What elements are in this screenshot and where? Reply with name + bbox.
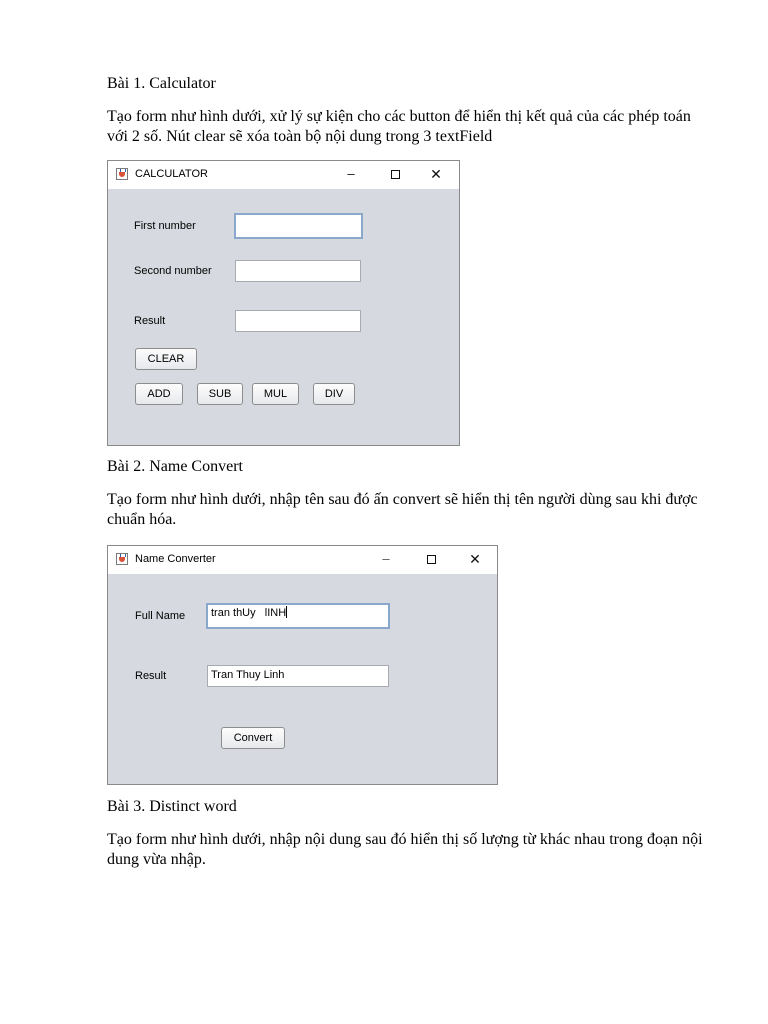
section1-heading: Bài 1. Calculator: [107, 75, 216, 92]
first-number-input[interactable]: [234, 213, 363, 239]
second-number-input[interactable]: [235, 260, 361, 282]
result-output[interactable]: Tran Thuy Linh: [207, 665, 389, 687]
maximize-icon[interactable]: [384, 164, 406, 184]
result-input[interactable]: [235, 310, 361, 332]
section2-heading: Bài 2. Name Convert: [107, 458, 243, 475]
calculator-titlebar: [108, 161, 459, 189]
section1-description: Tạo form như hình dưới, xử lý sự kiện cho các button để hiển thị kết quả của các phép toán với 2 số. Nút clear sẽ xóa toàn bộ nội dung trong 3 textField: [107, 108, 691, 145]
converter-title: Name Converter: [135, 553, 216, 565]
second-number-label: Second number: [134, 265, 212, 277]
section2-description: Tạo form như hình dưới, nhập tên sau đó ấn convert sẽ hiển thị tên người dùng sau khi được chuẩn hóa.: [107, 491, 698, 528]
text-caret: [286, 606, 287, 618]
maximize-icon[interactable]: [420, 549, 442, 569]
result-label: Result: [135, 670, 167, 682]
sub-button[interactable]: SUB: [197, 383, 243, 405]
calculator-window: [107, 160, 460, 446]
section3-description: Tạo form như hình dưới, nhập nội dung sau đó hiển thị số lượng từ khác nhau trong đoạn nội dung vừa nhập.: [107, 831, 703, 868]
minimize-icon[interactable]: –: [382, 551, 390, 566]
full-name-value: tran thUy lINH: [211, 607, 287, 619]
close-icon[interactable]: ✕: [469, 551, 481, 567]
convert-button[interactable]: Convert: [221, 727, 285, 749]
minimize-icon[interactable]: –: [347, 166, 355, 181]
converter-titlebar: [108, 546, 497, 574]
result-label: Result: [134, 315, 166, 327]
calculator-title: CALCULATOR: [135, 168, 208, 180]
name-converter-window: [107, 545, 498, 785]
first-number-label: First number: [134, 220, 196, 232]
java-icon: [116, 168, 128, 180]
add-button[interactable]: ADD: [135, 383, 183, 405]
clear-button[interactable]: CLEAR: [135, 348, 197, 370]
mul-button[interactable]: MUL: [252, 383, 299, 405]
java-icon: [116, 553, 128, 565]
full-name-label: Full Name: [135, 610, 186, 622]
full-name-input[interactable]: [206, 603, 390, 629]
div-button[interactable]: DIV: [313, 383, 355, 405]
close-icon[interactable]: ✕: [430, 166, 442, 182]
section3-heading: Bài 3. Distinct word: [107, 798, 237, 815]
